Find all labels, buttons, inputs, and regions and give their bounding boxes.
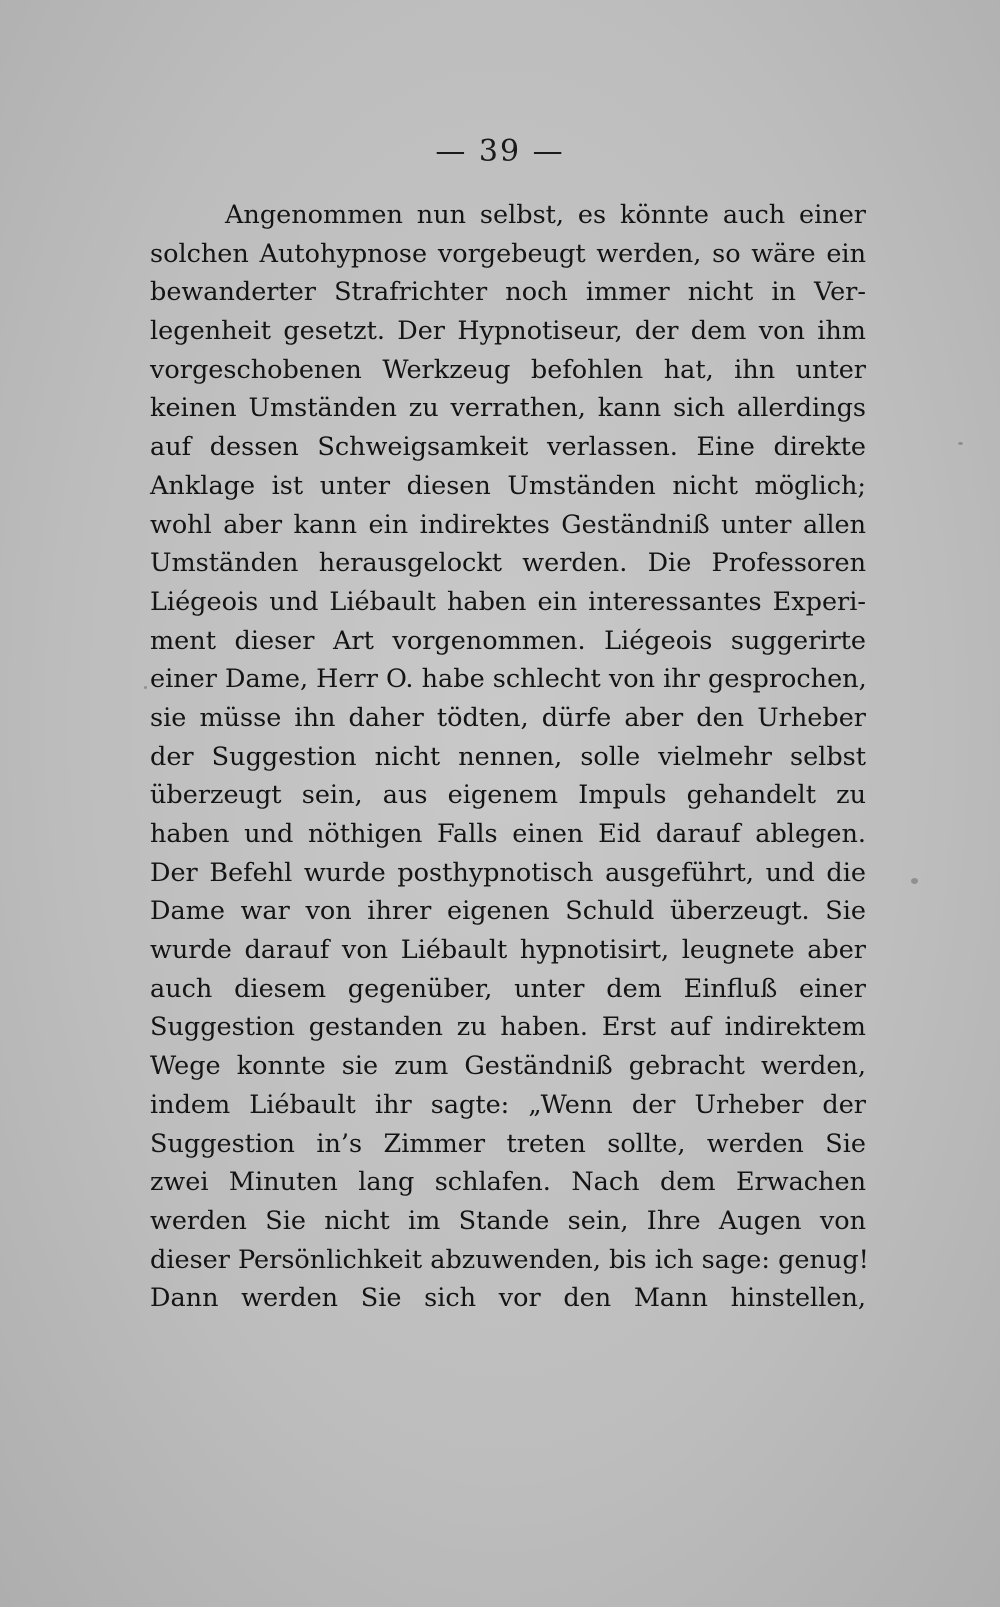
text-line: wurde darauf von Liébault hypnotisirt, leugnete aber (150, 935, 866, 966)
text-line: Suggestion gestanden zu haben. Erst auf indirektem (150, 1012, 866, 1043)
body-text (150, 196, 869, 1318)
text-line: Umständen herausgelockt werden. Die Professoren (150, 548, 866, 579)
text-line: indem Liébault ihr sagte: „Wenn der Urheber der (150, 1089, 866, 1120)
text-line: zwei Minuten lang schlafen. Nach dem Erwachen (150, 1167, 866, 1198)
text-line: Dann werden Sie sich vor den Mann hinstellen, (150, 1283, 866, 1314)
text-line: wohl aber kann ein indirektes Geständniß unter allen (150, 509, 866, 540)
text-line: ment dieser Art vorgenommen. Liégeois suggerirte (150, 625, 866, 656)
text-line: vorgeschobenen Werkzeug befohlen hat, ihn unter (150, 354, 866, 385)
text-line: einer Dame, Herr O. habe schlecht von ihr gesprochen, (150, 664, 867, 695)
paper-speck (144, 686, 147, 689)
text-line: dieser Persönlichkeit abzuwenden, bis ich sage: genug! (150, 1244, 869, 1275)
paper-speck (958, 442, 963, 445)
text-line: Suggestion in’s Zimmer treten sollte, werden Sie (150, 1128, 866, 1159)
text-line: Wege konnte sie zum Geständniß gebracht werden, (150, 1051, 866, 1082)
text-line: sie müsse ihn daher tödten, dürfe aber den Urheber (150, 702, 866, 733)
text-line: legenheit gesetzt. Der Hypnotiseur, der dem von ihm (150, 316, 866, 347)
text-line: Angenommen nun selbst, es könnte auch einer (225, 200, 866, 230)
text-line: solchen Autohypnose vorgebeugt werden, so wäre ein (150, 238, 866, 269)
text-line: bewanderter Strafrichter noch immer nicht in Ver- (150, 277, 866, 308)
paper-speck (911, 878, 918, 884)
text-line: Anklage ist unter diesen Umständen nicht möglich; (150, 470, 866, 501)
text-line: Der Befehl wurde posthypnotisch ausgeführt, und die (150, 857, 866, 888)
text-line: auch diesem gegenüber, unter dem Einfluß einer (150, 973, 866, 1004)
text-line: haben und nöthigen Falls einen Eid darauf ablegen. (150, 819, 866, 849)
text-line: werden Sie nicht im Stande sein, Ihre Augen von (150, 1205, 866, 1236)
text-line: Liégeois und Liébault haben ein interessantes Experi- (150, 586, 866, 617)
text-line: Dame war von ihrer eigenen Schuld überzeugt. Sie (150, 896, 866, 927)
text-line: auf dessen Schweigsamkeit verlassen. Eine direkte (150, 432, 866, 463)
text-line: überzeugt sein, aus eigenem Impuls gehandelt zu (150, 780, 866, 811)
text-line: der Suggestion nicht nennen, solle vielmehr selbst (150, 741, 866, 772)
text-line: keinen Umständen zu verrathen, kann sich allerdings (150, 393, 866, 424)
page-number: — 39 — (435, 134, 565, 169)
